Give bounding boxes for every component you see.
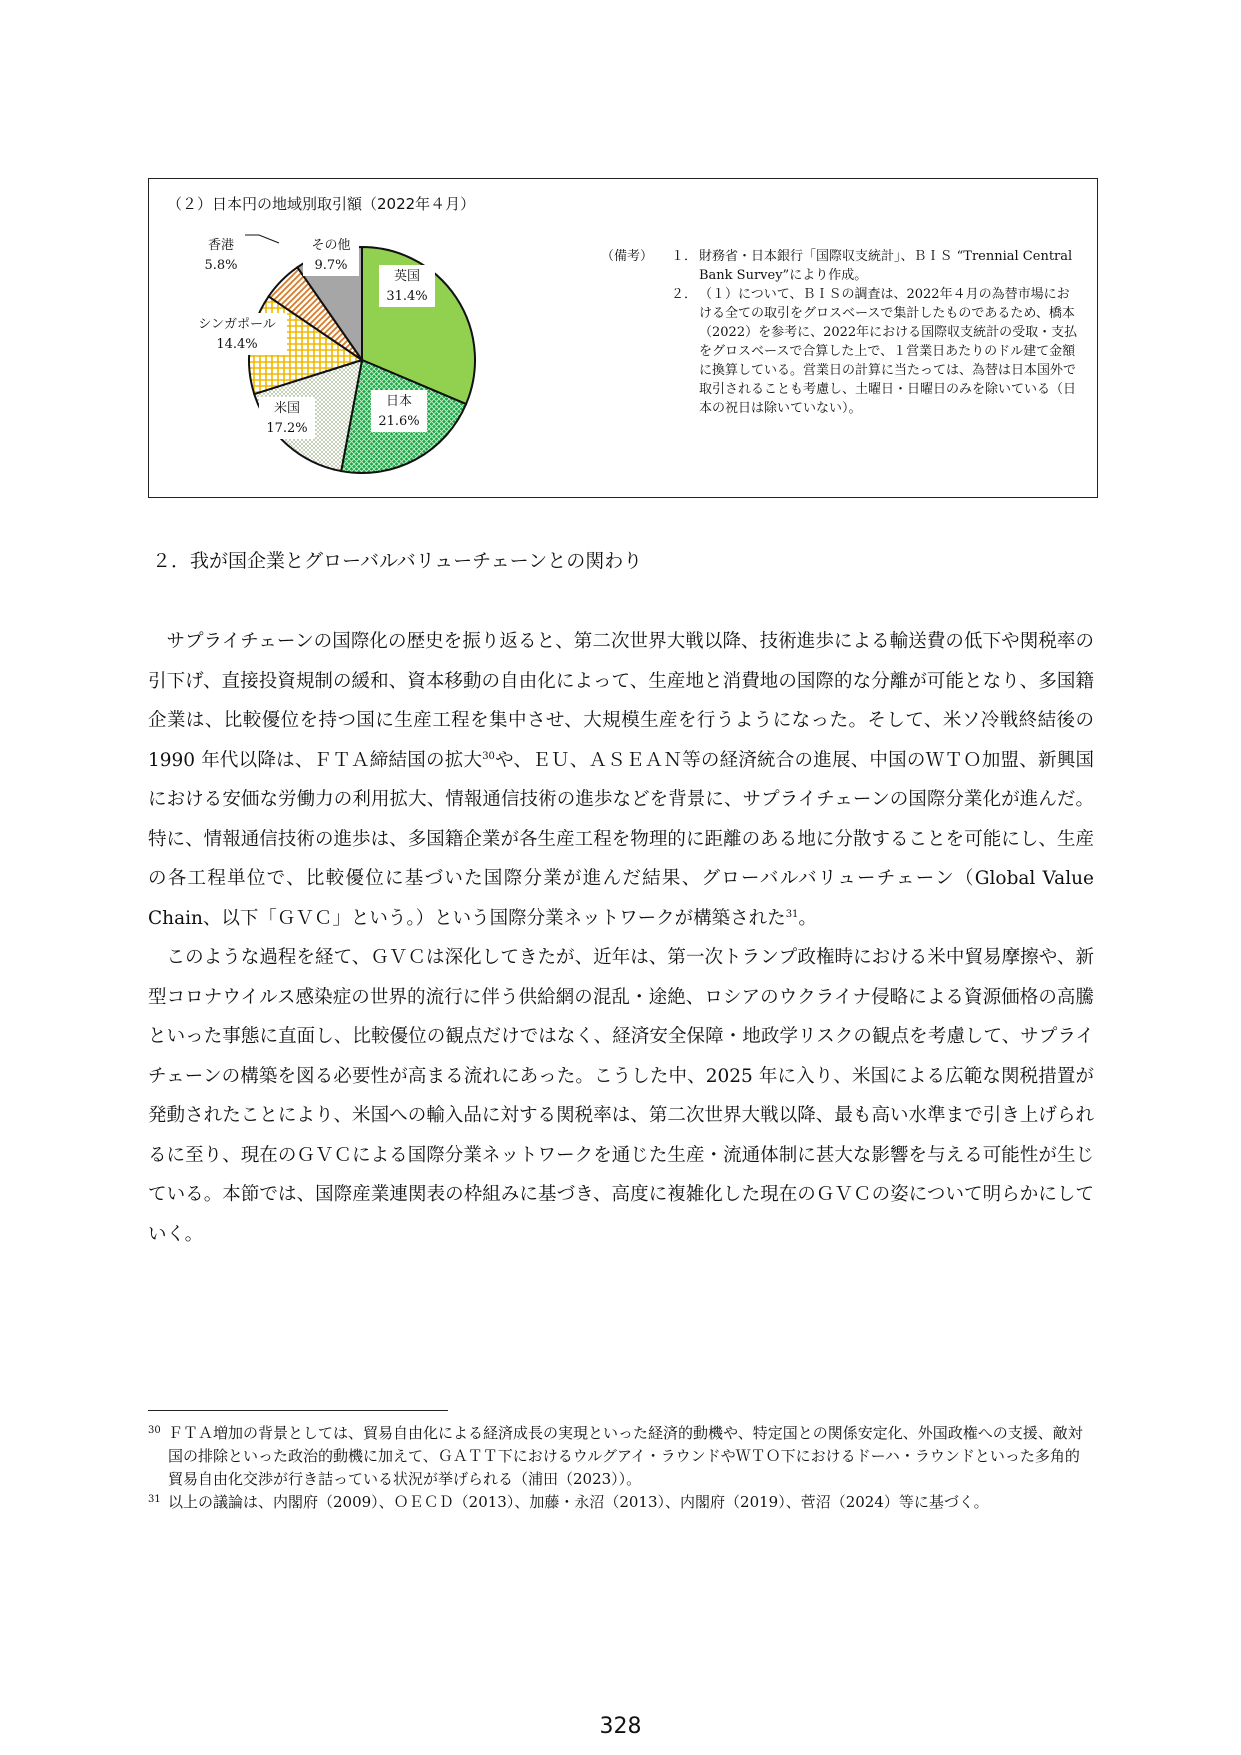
page-number: 328: [599, 1714, 642, 1739]
note-1-text: 財務省・日本銀行「国際収支統計」、ＢＩＳ “Trennial Central Bank Survey”により作成。: [699, 249, 1073, 283]
footnotes: [148, 1422, 1094, 1514]
body-text: [148, 622, 1094, 1254]
figure-notes: [601, 247, 1081, 418]
paragraph-2: このような過程を経て、ＧＶＣは深化してきたが、近年は、第一次トランプ政権時における米中貿易摩擦や、新型コロナウイルス感染症の世界的流行に伴う供給網の混乱・途絶、ロシアのウクライナ侵略による資源価格の高騰といった事態に直面し、比較優位の観点だけではなく、経済安全保障・地政学リスクの観点を考慮して、サプライチェーンの構築を図る必要性が高まる流れにあった。こうした中、2025 年に入り、米国による広範な関税措置が発動されたことにより、米国への輸入品に対する関税率は、第二次世界大戦以降、最も高い水準まで引き上げられるに至り、現在のＧＶＣによる国際分業ネットワークを通じた生産・流通体制に甚大な影響を与える可能性が生じている。本節では、国際産業連関表の枠組みに基づき、高度に複雑化した現在のＧＶＣの姿について明らかにしていく。: [148, 947, 1094, 1245]
pie-label-name-3: シンガポール: [198, 317, 276, 332]
pie-label-name-2: 米国: [273, 401, 301, 416]
pie-label-name-5: その他: [311, 238, 351, 253]
paragraph-1-part-b: や、ＥＵ、ＡＳＥＡＮ等の経済統合の進展、中国のＷＴＯ加盟、新興国における安価な労働力の利用拡大、情報通信技術の進歩などを背景に、サプライチェーンの国際分業化が進んだ。特に、情報通信技術の進歩は、多国籍企業が各生産工程を物理的に距離のある地に分散することを可能にし、生産の各工程単位で、比較優位に基づいた国際分業が進んだ結果、グローバルバリューチェーン（Global Value Chain、以下「ＧＶＣ」という。）という国際分業ネットワークが構築された: [148, 749, 1094, 929]
pie-label-name-4: 香港: [207, 238, 235, 253]
footnote-number: 31: [148, 1494, 161, 1505]
pie-label-name-0: 英国: [393, 269, 421, 284]
note-1-number: １．: [671, 249, 698, 264]
note-2: [601, 285, 1081, 418]
pie-label-value-4: 5.8%: [204, 258, 238, 273]
section-heading: ２．我が国企業とグローバルバリューチェーンとの関わり: [152, 550, 643, 572]
footnote-ref-30[interactable]: 30: [482, 750, 495, 762]
pie-label-value-0: 31.4%: [386, 289, 428, 304]
note-1: [601, 247, 1081, 285]
paragraph-1-part-a: サプライチェーンの国際化の歴史を振り返ると、第二次世界大戦以降、技術進歩による輸送費の低下や関税率の引下げ、直接投資規制の緩和、資本移動の自由化によって、生産地と消費地の国際的な分離が可能となり、多国籍企業は、比較優位を持つ国に生産工程を集中させ、大規模生産を行うようになった。そして、米ソ冷戦終結後の 1990 年代以降は、ＦＴＡ締結国の拡大: [148, 631, 1094, 771]
footnote-31: [148, 1491, 1094, 1514]
footnote-text: ＦＴＡ増加の背景としては、貿易自由化による経済成長の実現といった経済的動機や、特定国との関係安定化、外国政権への支援、敵対国の排除といった政治的動機に加えて、ＧＡＴＴ下におけるウルグアイ・ラウンドやＷＴＯ下におけるドーハ・ラウンドといった多角的貿易自由化交渉が行き詰っている状況が挙げられる（浦田（2023））。: [168, 1424, 1083, 1488]
figure-box: [148, 178, 1098, 498]
pie-chart: [149, 179, 589, 489]
pie-label-value-3: 14.4%: [216, 337, 258, 352]
pie-label-name-1: 日本: [385, 394, 413, 409]
paragraph-1-part-c: 。: [798, 907, 817, 929]
leader-line-hongkong: [245, 235, 279, 243]
footnote-number: 30: [148, 1425, 161, 1436]
note-2-text: （１）について、ＢＩＳの調査は、2022年４月の為替市場における全ての取引をグロスベースで集計したものであるため、橋本（2022）を参考に、2022年における国際収支統計の受取・支払をグロスベースで合算した上で、１営業日あたりのドル建て金額に換算している。営業日の計算に当たっては、為替は日本国外で取引されることも考慮し、土曜日・日曜日のみを除いている（日本の祝日は除いていない）。: [699, 287, 1078, 416]
footnote-30: [148, 1422, 1094, 1491]
footnote-ref-31[interactable]: 31: [785, 908, 799, 920]
chart-title: （２）日本円の地域別取引額（2022年４月）: [167, 195, 476, 213]
footnote-divider: [148, 1410, 448, 1411]
pie-label-value-1: 21.6%: [378, 414, 420, 429]
footnote-text: 以上の議論は、内閣府（2009）、ＯＥＣＤ（2013）、加藤・永沼（2013）、内閣府（2019）、菅沼（2024）等に基づく。: [168, 1493, 989, 1511]
note-2-number: ２．: [671, 287, 698, 302]
paragraph-1: [148, 622, 1094, 938]
notes-label: （備考）: [601, 249, 654, 264]
pie-label-value-5: 9.7%: [314, 258, 348, 273]
pie-label-value-2: 17.2%: [266, 421, 308, 436]
